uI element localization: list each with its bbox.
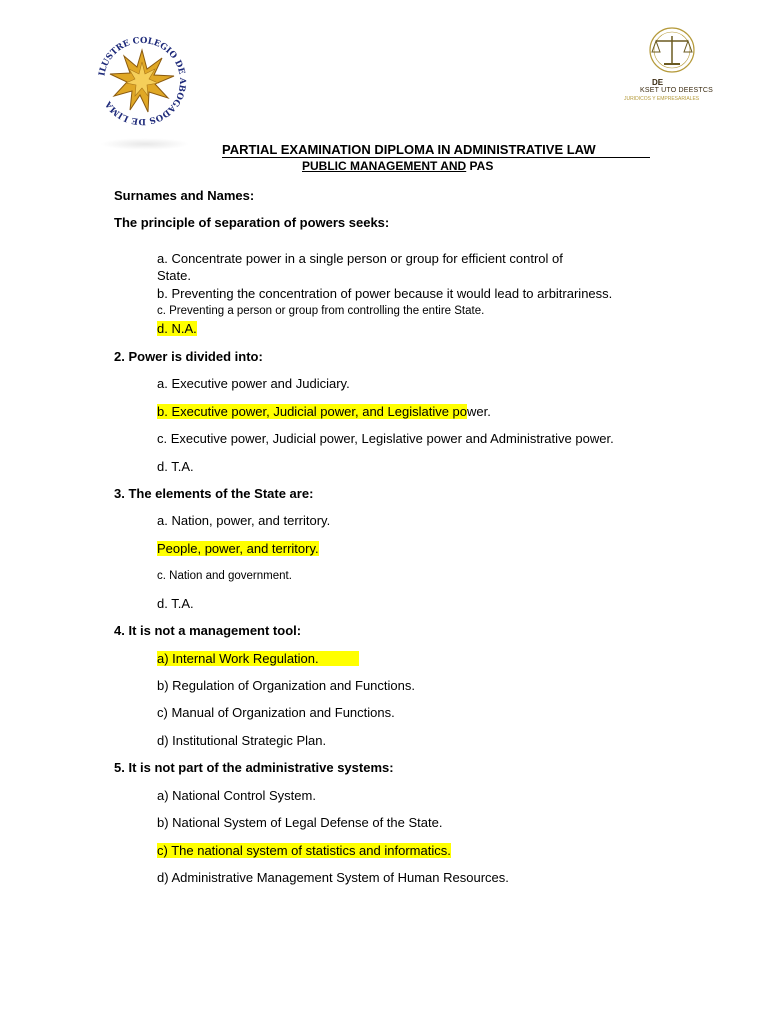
answer-highlight: c) The national system of statistics and informatics. bbox=[157, 843, 451, 858]
bar-association-seal bbox=[86, 36, 198, 126]
q2-option-b-rest: wer. bbox=[467, 404, 491, 419]
q5-option-b: b) National System of Legal Defense of the State. bbox=[157, 815, 443, 830]
q2-option-d: d. T.A. bbox=[157, 459, 194, 474]
question-4: 4. It is not a management tool: bbox=[114, 623, 302, 638]
q5-option-c bbox=[157, 843, 451, 859]
student-name-label: Surnames and Names: bbox=[114, 188, 255, 203]
q5-option-a: a) National Control System. bbox=[157, 788, 316, 803]
exam-subtitle bbox=[302, 159, 493, 174]
answer-highlight: b. Executive power, Judicial power, and Legislative po bbox=[157, 404, 468, 419]
q1-option-d bbox=[157, 321, 197, 337]
institute-logo bbox=[616, 26, 730, 116]
q3-option-a: a. Nation, power, and territory. bbox=[157, 513, 331, 528]
q4-option-b: b) Regulation of Organization and Functions. bbox=[157, 678, 415, 693]
q1-option-a: a. Concentrate power in a single person or group for efficient control of bbox=[157, 251, 563, 266]
q3-option-b bbox=[157, 541, 319, 557]
q4-option-c: c) Manual of Organization and Functions. bbox=[157, 705, 395, 720]
q5-option-d: d) Administrative Management System of Human Resources. bbox=[157, 870, 509, 885]
question-2: 2. Power is divided into: bbox=[114, 349, 263, 364]
q3-option-d: d. T.A. bbox=[157, 596, 194, 611]
answer-highlight: People, power, and territory. bbox=[157, 541, 319, 556]
answer-highlight: d. N.A. bbox=[157, 321, 197, 336]
q1-option-c: c. Preventing a person or group from controlling the entire State. bbox=[157, 305, 485, 317]
question-1: The principle of separation of powers seeks: bbox=[114, 215, 390, 230]
logo-institute-text: KSET UTO DEESTCS bbox=[640, 87, 713, 94]
q4-option-d: d) Institutional Strategic Plan. bbox=[157, 733, 327, 748]
question-5: 5. It is not part of the administrative systems: bbox=[114, 760, 394, 775]
answer-highlight: a) Internal Work Regulation. bbox=[157, 651, 359, 666]
q1-option-b: b. Preventing the concentration of power because it would lead to arbitrariness. bbox=[157, 286, 613, 301]
subtitle-rest: PAS bbox=[466, 159, 494, 173]
q4-option-a bbox=[157, 651, 359, 667]
scan-smudge bbox=[100, 138, 190, 150]
subtitle-underlined: PUBLIC MANAGEMENT AND bbox=[302, 159, 467, 173]
logo-subtitle-text: JURIDICOS Y EMPRESARIALES bbox=[624, 96, 700, 102]
exam-title: PARTIAL EXAMINATION DIPLOMA IN ADMINISTRATIVE LAW bbox=[222, 142, 650, 158]
q3-option-c: c. Nation and government. bbox=[157, 570, 292, 582]
logo-de-text: DE bbox=[652, 78, 664, 87]
q1-option-a-cont: State. bbox=[157, 268, 191, 283]
question-3: 3. The elements of the State are: bbox=[114, 486, 314, 501]
seal-ring-text: ILUSTRE COLEGIO DE ABOGADOS DE LIMA bbox=[97, 36, 188, 126]
q2-option-c: c. Executive power, Judicial power, Legislative power and Administrative power. bbox=[157, 431, 614, 446]
q2-option-a: a. Executive power and Judiciary. bbox=[157, 376, 350, 391]
q2-option-b bbox=[157, 404, 491, 420]
